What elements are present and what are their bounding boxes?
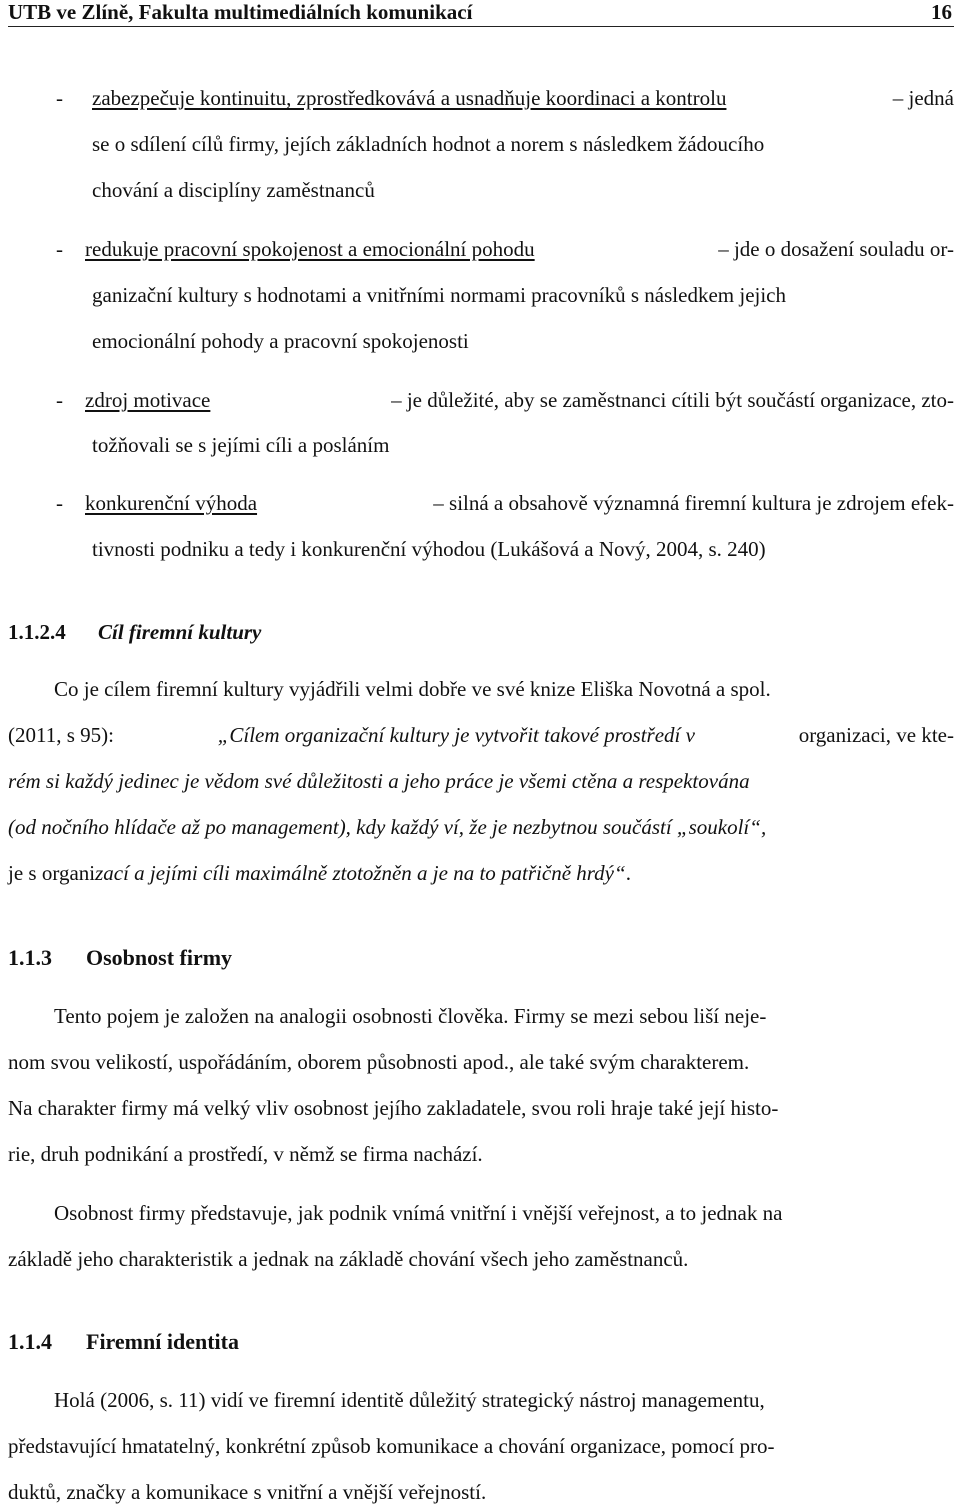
paragraph-line: duktů, značky a komunikace s vnitřní a vnější veřejností. [8, 1480, 487, 1504]
paragraph-line [8, 768, 954, 794]
bullet-text: – je důležité, aby se zaměstnanci cítili být součástí organizace, zto- [385, 388, 954, 412]
quote-run: „Cílem organizační kultury je vytvořit takové prostředí v [217, 723, 695, 747]
text-run: organizaci, ve kte- [793, 723, 954, 747]
paragraph-line [54, 1003, 954, 1029]
bullet-line [92, 85, 954, 111]
bullet-term: zabezpečuje kontinuitu, zprostředkovává a usnadňuje koordinaci a kontrolu [92, 86, 727, 110]
paragraph-line: základě jeho charakteristik a jednak na základě chování všech jeho zaměstnanců. [8, 1247, 689, 1271]
bullet-line [85, 387, 954, 413]
text-run: Holá (2006, s. 11) vidí ve firemní identitě důležitý strategický nástroj managementu, [54, 1388, 765, 1412]
paragraph-line [54, 676, 954, 702]
bullet-text: – jedná [887, 86, 954, 110]
section-heading [8, 1328, 239, 1356]
text-run: je s organi [8, 861, 96, 885]
bullet-dash: - [56, 491, 63, 515]
section-number: 1.1.2.4 [8, 620, 66, 644]
bullet-dash: - [56, 86, 63, 110]
paragraph-line: nom svou velikostí, uspořádáním, oborem působnosti apod., ale také svým charakterem. [8, 1050, 750, 1074]
bullet-line: emocionální pohody a pracovní spokojenosti [92, 329, 469, 353]
bullet-dash: - [56, 237, 63, 261]
bullet-line: se o sdílení cílů firmy, jejích základních hodnot a norem s následkem žádoucího [92, 132, 765, 156]
paragraph-line: představující hmatatelný, konkrétní způsob komunikace a chování organizace, pomocí pro- [8, 1434, 775, 1458]
section-title: Osobnost firmy [86, 945, 233, 970]
paragraph-line [54, 1387, 954, 1413]
bullet-line: tožňovali se s jejími cíli a posláním [92, 433, 390, 457]
section-title: Firemní identita [86, 1329, 239, 1354]
text-run: Tento pojem je založen na analogii osobnosti člověka. Firmy se mezi sebou liší neje- [54, 1004, 767, 1028]
header-title: UTB ve Zlíně, Fakulta multimediálních komunikací [8, 0, 473, 24]
section-heading [8, 944, 232, 972]
text-run: Co je cílem firemní kultury vyjádřili velmi dobře ve své knize Eliška Novotná a spol. [54, 677, 771, 701]
section-title: Cíl firemní kultury [98, 620, 262, 644]
bullet-text: – silná a obsahově významná firemní kultura je zdrojem efek- [428, 491, 954, 515]
bullet-dash: - [56, 388, 63, 412]
bullet-line: chování a disciplíny zaměstnanců [92, 178, 375, 202]
paragraph-line [8, 814, 954, 840]
paragraph-line [8, 860, 631, 886]
section-number: 1.1.3 [8, 945, 52, 970]
paragraph-line: Na charakter firmy má velký vliv osobnost jejího zakladatele, svou roli hraje také její histo- [8, 1096, 779, 1120]
paragraph-line: rie, druh podnikání a prostředí, v němž se firma nachází. [8, 1142, 483, 1166]
bullet-text: – jde o dosažení souladu or- [712, 237, 954, 261]
quote-run: (od nočního hlídače až po management), kdy každý ví, že je nezbytnou součástí „soukolí“, [8, 815, 767, 839]
quote-run: zací a jejími cíli maximálně ztotožněn a je na to patřičně hrdý“ [95, 861, 626, 885]
bullet-line: tivnosti podniku a tedy i konkurenční výhodou (Lukášová a Nový, 2004, s. 240) [92, 537, 766, 561]
text-run: (2011, s 95): [8, 723, 120, 747]
section-number: 1.1.4 [8, 1329, 52, 1354]
page-header [8, 0, 954, 27]
bullet-term: redukuje pracovní spokojenost a emocionální pohodu [85, 237, 535, 261]
bullet-line: ganizační kultury s hodnotami a vnitřními normami pracovníků s následkem jejich [92, 283, 787, 307]
bullet-term: konkurenční výhoda [85, 491, 258, 515]
paragraph-line [8, 722, 954, 748]
text-run: . [625, 861, 631, 885]
bullet-line [85, 490, 954, 516]
paragraph-line: Osobnost firmy představuje, jak podnik vnímá vnitřní i vnější veřejnost, a to jednak na [54, 1201, 783, 1225]
bullet-line [85, 236, 954, 262]
page-number: 16 [931, 0, 952, 24]
quote-run: rém si každý jedinec je vědom své důležitosti a jeho práce je všemi ctěna a respektována [8, 769, 750, 793]
section-heading [8, 618, 261, 646]
bullet-term: zdroj motivace [85, 388, 211, 412]
